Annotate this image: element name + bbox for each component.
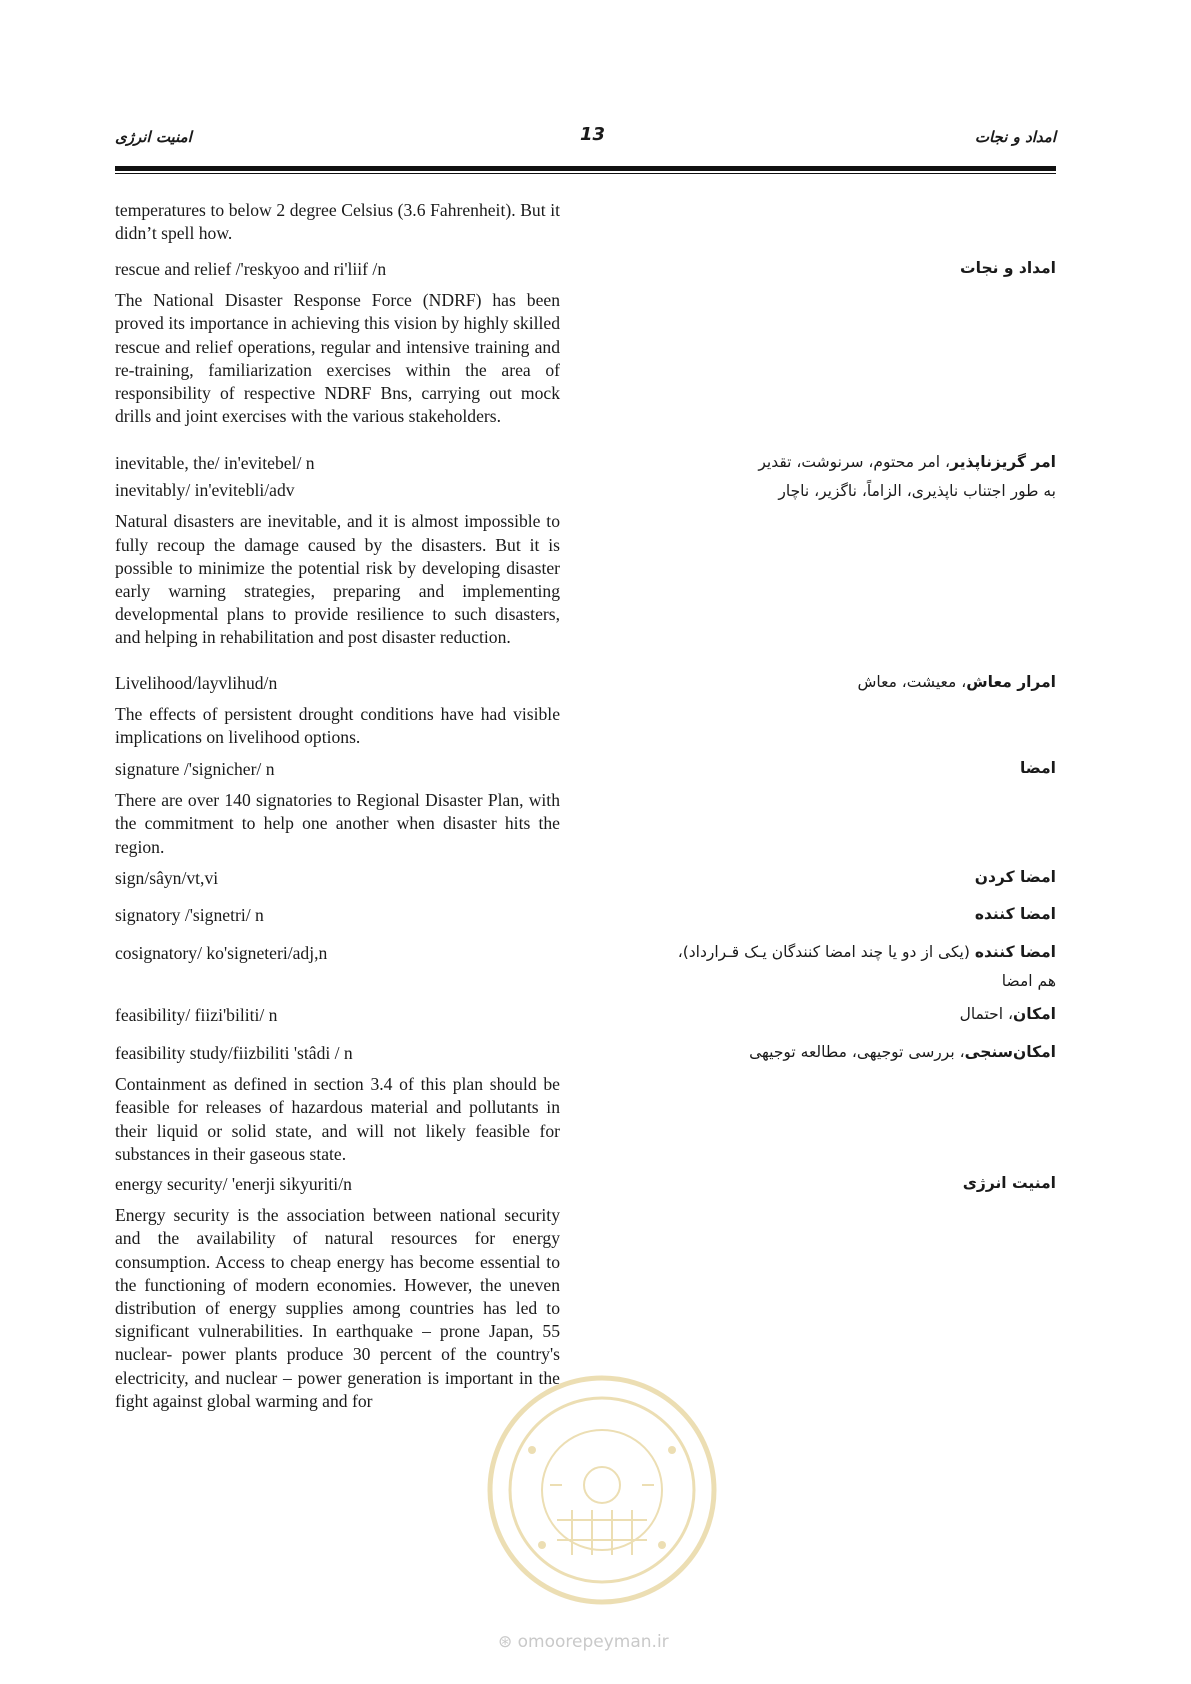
fa-definition: ، بررسی توجیهی، مطالعه توجیهی: [749, 1043, 965, 1061]
fa-definition: (یکی از دو یا چند امضا کنندگان یـک قـرارداد)،: [677, 943, 975, 961]
fa-entry-livelihood: [596, 668, 1056, 697]
fa-definition-line2: هم امضا: [1001, 972, 1056, 990]
fa-entry-cosignatory: [596, 938, 1056, 996]
fa-entry-inevitable: [596, 448, 1056, 506]
headword: Livelihood/layvlihud/n: [115, 673, 278, 693]
entry-signature: [115, 758, 560, 859]
fa-term: امضا: [1019, 759, 1056, 777]
entry-feasibility: [115, 1004, 560, 1027]
fa-entry-rescue: [596, 254, 1056, 283]
fa-entry-feasibility: [596, 1000, 1056, 1029]
fa-term: امکان: [1013, 1005, 1056, 1023]
headword: inevitable, the/ in'evitebel/ n: [115, 453, 315, 473]
page-header: [115, 124, 1056, 168]
page-number: 13: [580, 124, 606, 145]
headword: inevitably/ in'evitebli/adv: [115, 480, 295, 501]
example-text: The effects of persistent drought conditions have had visible implications on livelihood options.: [115, 704, 560, 748]
publisher-seal-icon: [482, 1370, 722, 1610]
fa-entry-sign: [596, 863, 1056, 892]
fa-term: امنیت انرژی: [962, 1174, 1056, 1192]
header-rule-thin: [115, 173, 1056, 174]
entry-feasibility-study: [115, 1042, 560, 1166]
entry-sign: [115, 867, 560, 890]
fa-definition: ، امر محتوم، سرنوشت، تقدیر: [758, 453, 951, 471]
running-title-right: امداد و نجات: [974, 128, 1056, 146]
entry-signatory: [115, 904, 560, 927]
headword: feasibility study/fiizbiliti 'stâdi / n: [115, 1043, 353, 1063]
headword: feasibility/ fiizi'biliti/ n: [115, 1005, 278, 1025]
fa-entry-signatory: [596, 900, 1056, 929]
fa-term: امضا کردن: [974, 868, 1056, 886]
fa-definition: ، معیشت، معاش: [857, 673, 967, 691]
entry-rescue: [115, 258, 560, 428]
entry-livelihood: [115, 672, 560, 750]
fa-term: امضا کننده: [974, 943, 1056, 961]
fa-term: امر گریزناپذیر: [950, 453, 1056, 471]
header-rule-thick: [115, 166, 1056, 171]
headword: rescue and relief /'reskyoo and ri'liif /n: [115, 259, 387, 279]
fa-term: امضا کننده: [974, 905, 1056, 923]
fa-entry-energy-security: [596, 1169, 1056, 1198]
headword: energy security/ 'enerji sikyuriti/n: [115, 1174, 352, 1194]
fa-term: امکان‌سنجی: [964, 1043, 1056, 1061]
example-text: The National Disaster Response Force (NDRF) has been proved its importance in achieving this vision by highly skilled rescue and relief operations, regular and intensive training and re-training, familiarization exercises within the area of responsibility of respective NDRF Bns, carrying out mock drills and joint exercises with the various stakeholders.: [115, 290, 560, 427]
headword: signature /'signicher/ n: [115, 759, 275, 779]
fa-definition: ، احتمال: [959, 1005, 1014, 1023]
example-text: Containment as defined in section 3.4 of this plan should be feasible for releases of hazardous material and pollutants in their liquid or solid state, and will not likely feasible for substances in their gaseous state.: [115, 1074, 560, 1164]
fa-entry-signature: [596, 754, 1056, 783]
headword: sign/sâyn/vt,vi: [115, 868, 219, 888]
watermark-text: omoorepeyman.ir: [517, 1632, 669, 1652]
example-text: Energy security is the association between national security and the availability of natural resources for energy consumption. Access to cheap energy has become essential to the functioning of modern economies. However, the uneven distribution of energy supplies among countries has led to significant vulnerabilities. In earthquake – prone Japan, 55 nuclear- power plants produce 30 percent of the country's electricity, and nuclear – power generation is important in the fight against global warming and for: [115, 1205, 560, 1411]
intro-text: temperatures to below 2 degree Celsius (3.6 Fahrenheit). But it didn’t spell how.: [115, 200, 560, 244]
example-text: There are over 140 signatories to Regional Disaster Plan, with the commitment to help one another when disaster hits the region.: [115, 790, 560, 857]
entry-inevitable: [115, 452, 560, 650]
intro-paragraph: [115, 199, 560, 245]
running-title-left: امنیت انرژی: [115, 128, 192, 146]
fa-entry-feasibility-study: [596, 1038, 1056, 1067]
fa-definition: به طور اجتناب ناپذیری، الزاماً، ناگزیر، ناچار: [778, 482, 1056, 500]
fa-term: امداد و نجات: [960, 259, 1056, 277]
website-watermark: ⊛ omoorepeyman.ir: [498, 1632, 669, 1652]
headword: cosignatory/ ko'signeteri/adj,n: [115, 943, 328, 963]
fa-term: امرار معاش: [966, 673, 1056, 691]
example-text: Natural disasters are inevitable, and it is almost impossible to fully recoup the damage caused by the disasters. But it is possible to minimize the potential risk by developing disaster early warning strategies, preparing and implementing developmental plans to provide resilience to such disasters, and helping in rehabilitation and post disaster reduction.: [115, 511, 560, 648]
entry-cosignatory: [115, 942, 560, 965]
headword: signatory /'signetri/ n: [115, 905, 264, 925]
